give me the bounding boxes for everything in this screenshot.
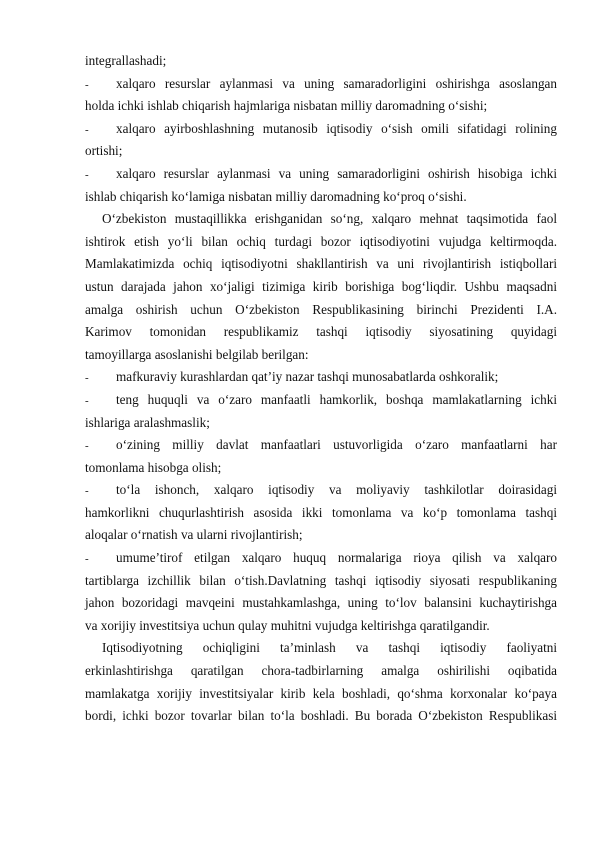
list-item xyxy=(85,366,557,389)
list-item-first-line xyxy=(85,547,557,570)
text-line: integrallashadi; xyxy=(85,53,167,68)
list-item xyxy=(85,163,557,208)
text-line: ustun darajada jahon xo‘jaligi tizimiga kirib borishiga bog‘liqdir. Ushbu maqsadni xyxy=(85,278,557,294)
text-line: erkinlashtirishga qaratilgan chora-tadbirlarning amalga oshirilishi oqibatida xyxy=(85,663,557,679)
text-line: hamkorlikni chuqurlashtirish asosida ikki tomonlama va ko‘p tomonlama tashqi xyxy=(85,504,557,520)
text-line: holda ichki ishlab chiqarish hajmlariga nisbatan milliy daromadning o‘sishi; xyxy=(85,98,488,114)
text-line: O‘zbekiston mustaqillikka erishganidan so‘ng, xalqaro mehnat taqsimotida faol xyxy=(102,211,557,227)
text-line: mafkuraviy kurashlardan qat’iy nazar tashqi munosabatlarda oshkoralik; xyxy=(116,369,499,385)
list-item xyxy=(85,547,557,637)
list-item-first-line xyxy=(85,163,557,186)
paragraph xyxy=(85,208,557,366)
list-item xyxy=(85,389,557,434)
list-dash-marker: - xyxy=(85,553,89,566)
text-line: tartiblarga izchillik bilan o‘tish.Davlatning tashqi iqtisodiy siyosati respublikaning xyxy=(85,572,557,588)
text-line: amalga oshirish uchun O‘zbekiston Respublikasining birinchi Prezidenti I.A. xyxy=(85,301,557,317)
list-item-first-line xyxy=(85,118,557,141)
text-line: va xorijiy investitsiya uchun qulay muhitni vujudga keltirishga qaratilgandir. xyxy=(85,617,490,633)
text-line: teng huquqli va o‘zaro manfaatli hamkorlik, boshqa mamlakatlarning ichki xyxy=(116,391,557,407)
text-line: xalqaro ayirboshlashning mutanosib iqtisodiy o‘sish omili sifatidagi rolining xyxy=(116,120,557,136)
text-line: bordi, ichki bozor tovarlar bilan to‘la boshladi. Bu borada O‘zbekiston Respublikasi xyxy=(85,708,557,724)
list-item xyxy=(85,434,557,479)
text-line: ishlariga aralashmaslik; xyxy=(85,414,210,430)
paragraph-continuation xyxy=(85,50,557,73)
text-line: tomonlama hisobga olish; xyxy=(85,459,222,475)
text-line: ortishi; xyxy=(85,143,123,159)
text-line: umume’tirof etilgan xalqaro huquq normalariga rioya qilish va xalqaro xyxy=(116,550,557,566)
list-dash-marker: - xyxy=(85,440,89,453)
text-line: ishtirok etish yo‘li bilan ochiq turdagi bozor iqtisodiyotini vujudga keltirmoqda. xyxy=(85,233,557,249)
list-dash-marker: - xyxy=(85,485,89,498)
paragraph xyxy=(85,637,557,727)
list-item-first-line xyxy=(85,434,557,457)
list-item xyxy=(85,479,557,547)
text-line: tamoyillarga asoslanishi belgilab berilgan: xyxy=(85,346,309,362)
list-item-first-line xyxy=(85,366,557,389)
text-line: jahon bozoridagi mavqeini mustahkamlashga, uning to‘lov balansini kuchaytirishga xyxy=(85,595,557,611)
text-line: to‘la ishonch, xalqaro iqtisodiy va moliyaviy tashkilotlar doirasidagi xyxy=(116,482,557,498)
text-line: mamlakatga xorijiy investitsiyalar kirib kela boshladi, qo‘shma korxonalar ko‘paya xyxy=(85,685,557,701)
list-item xyxy=(85,118,557,163)
text-line: ishlab chiqarish ko‘lamiga nisbatan milliy daromadning ko‘proq o‘sishi. xyxy=(85,188,467,204)
list-item xyxy=(85,73,557,118)
list-item-first-line xyxy=(85,73,557,96)
list-item-first-line xyxy=(85,389,557,412)
text-line: xalqaro resurslar aylanmasi va uning samaradorligini oshirish hisobiga ichki xyxy=(116,165,557,181)
list-item-first-line xyxy=(85,479,557,502)
text-line: Mamlakatimizda ochiq iqtisodiyotni shakllantirish va uni rivojlantirish istiqbollari xyxy=(85,256,557,272)
list-dash-marker: - xyxy=(85,394,89,407)
text-line: o‘zining milliy davlat manfaatlari ustuvorligida o‘zaro manfaatlarni har xyxy=(116,437,557,453)
list-dash-marker: - xyxy=(85,78,89,91)
list-dash-marker: - xyxy=(85,372,89,385)
text-line: aloqalar o‘rnatish va ularni rivojlantirish; xyxy=(85,527,303,543)
text-line: Iqtisodiyotning ochiqligini ta’minlash va tashqi iqtisodiy faoliyatni xyxy=(102,640,557,656)
text-line: xalqaro resurslar aylanmasi va uning samaradorligini oshirishga asoslangan xyxy=(116,75,557,91)
text-line: Karimov tomonidan respublikamiz tashqi iqtisodiy siyosatining quyidagi xyxy=(85,324,557,340)
list-dash-marker: - xyxy=(85,168,89,181)
list-dash-marker: - xyxy=(85,123,89,136)
document-page xyxy=(85,50,557,728)
